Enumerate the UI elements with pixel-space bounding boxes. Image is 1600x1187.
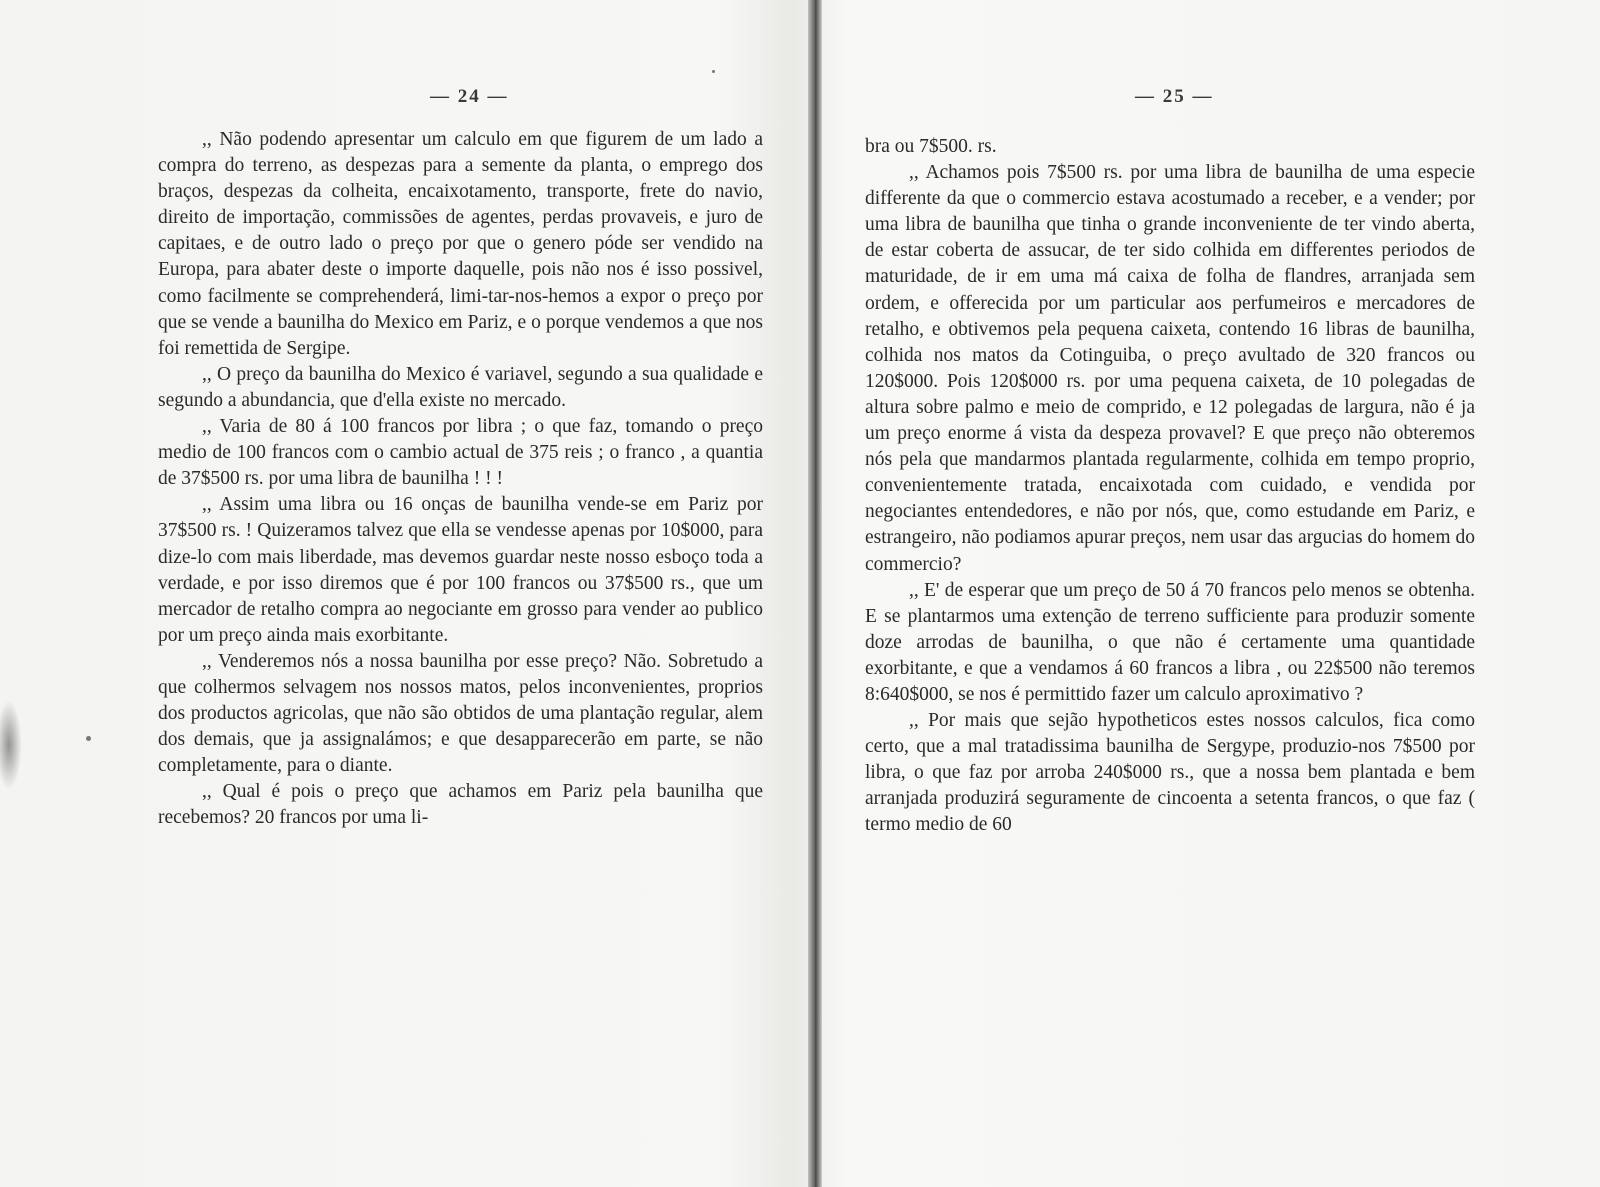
page-number: — 24 —	[430, 86, 509, 107]
right-page	[825, 0, 1600, 1187]
paragraph: ,, Não podendo apresentar um calculo em que figurem de um lado a compra do terreno, as despezas para a semente da planta, o emprego dos braços, despezas da colheita, encaixotamento, transporte, frete do navio, direito de importação, commissões de agentes, perdas provaveis, e juro de capitaes, e de outro lado o preço por que o genero póde ser vendido na Europa, para abater deste o importe daquelle, pois não nos é isso possivel, como facilmente se comprehenderá, limi-tar-nos-hemos a expor o preço por que se vende a baunilha do Mexico em Pariz, e o porque vendemos a que nos foi remettida de Sergipe.	[158, 129, 763, 359]
page-number: — 25 —	[1135, 86, 1214, 107]
page-text	[865, 134, 1475, 839]
paragraph: ,, Varia de 80 á 100 francos por libra ; o que faz, tomando o preço medio de 100 francos com o cambio actual de 375 reis ; o franco , a quantia de 37$500 rs. por uma libra de baunilha ! ! !	[158, 416, 763, 490]
paragraph: ,, E' de esperar que um preço de 50 á 70 francos pelo menos se obtenha. E se plantarmos uma extenção de terreno sufficiente para produzir somente doze arrodas de baunilha, o que não é certamente uma quantidade exorbitante, e que a vendamos á 60 francos a libra , ou 22$500 não teremos 8:640$000, se nos é permittido fazer um calculo aproximativo ?	[865, 579, 1475, 705]
paragraph: ,, Assim uma libra ou 16 onças de baunilha vende-se em Pariz por 37$500 rs. ! Quizeramos talvez que ella se vendesse apenas por 10$000, para dize-lo com mais liberdade, mas devemos guardar neste nosso esboço toda a verdade, e por isso diremos que é por 100 francos ou 37$500 rs., que um mercador de retalho compra ao negociante em grosso para vender ao publico por um preço ainda mais exorbitante.	[158, 494, 763, 646]
book-gutter	[808, 0, 822, 1187]
paragraph: ,, Qual é pois o preço que achamos em Pariz pela baunilha que recebemos? 20 francos por uma li-	[158, 781, 763, 829]
paragraph: ,, Achamos pois 7$500 rs. por uma libra de baunilha de uma especie differente da que o commercio estava acostumado a receber, e a vender; por uma libra de baunilha que tinha o grande inconveniente de ter vindo aberta, de estar coberta de assucar, de ter sido colhida em differentes periodos de maturidade, de ir em uma má caixa de folha de flandres, arranjada sem ordem, e offerecida por um particular aos perfumeiros e mercadores de retalho, e obtivemos pela pequena caixeta, contendo 16 libras de baunilha, colhida nos matos da Cotinguiba, o preço avultado de 320 francos ou 120$000. Pois 120$000 rs. por uma pequena caixeta, de 10 polegadas de altura sobre palmo e meio de comprido, e 12 polegadas de largura, não é ja um preço enorme á vista da despeza provavel? E que preço não obteremos nós pela que mandarmos plantada regularmente, colhida em tempo proprio, convenientemente tratada, encaixotada com cuidado, e vendida por negociantes entendedores, e não por nós, que, como estudande em Pariz, e estrangeiro, não podiamos apurar preços, nem usar das argucias do homem do commercio?	[865, 162, 1475, 575]
paragraph: ,, Venderemos nós a nossa baunilha por esse preço? Não. Sobretudo a que colhermos selvagem nos nossos matos, pelos inconvenientes, proprios dos productos agricolas, que não são obtidos de uma plantação regular, alem dos demais, que ja assignalámos; e que desapparecerão em parte, se não completamente, para o diante.	[158, 650, 763, 777]
paragraph: bra ou 7$500. rs.	[865, 136, 997, 157]
page-text	[158, 127, 763, 832]
paragraph: ,, Por mais que sejão hypotheticos estes nossos calculos, fica como certo, que a mal tratadissima baunilha de Sergype, produzio-nos 7$500 por libra, o que faz por arroba 240$000 rs., que a nossa bem plantada e bem arranjada produzirá seguramente de cincoenta a setenta francos, o que faz ( termo medio de 60	[865, 710, 1475, 836]
paragraph: ,, O preço da baunilha do Mexico é variavel, segundo a sua qualidade e segundo a abundancia, que d'ella existe no mercado.	[158, 363, 763, 411]
